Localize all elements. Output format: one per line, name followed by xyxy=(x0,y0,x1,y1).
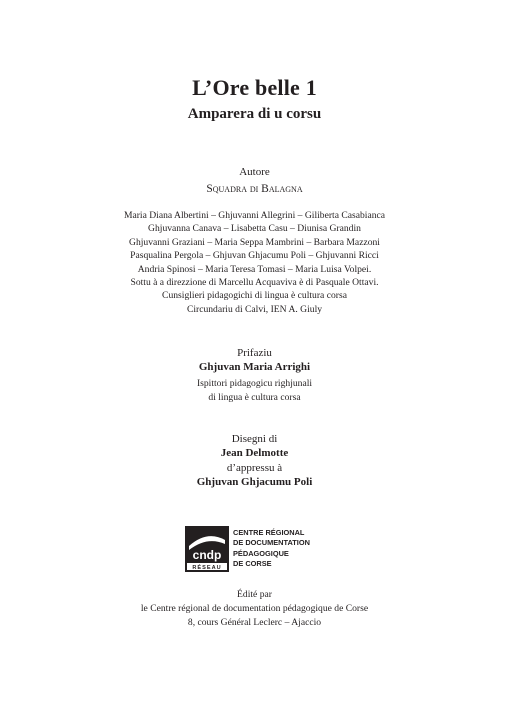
preface-label: Prifaziu xyxy=(237,347,272,359)
crdp-name-line: DE DOCUMENTATION xyxy=(233,538,310,548)
authors-line: Pasqualina Pergola – Ghjuvan Ghjacumu Poli – Ghjuvanni Ricci xyxy=(130,250,379,262)
preface-role-line: di lingua è cultura corsa xyxy=(208,392,301,403)
preface-role-line: Ispittori pidagogicu righjunali xyxy=(196,378,313,389)
drawings-artist: Jean Delmotte xyxy=(220,447,289,459)
crdp-name xyxy=(233,528,310,570)
cndp-mark-icon xyxy=(185,526,229,572)
book-subtitle: Amparera di u corsu xyxy=(187,106,322,122)
drawings-source: Ghjuvan Ghjacumu Poli xyxy=(196,476,313,488)
author-group: Squadra di Balagna xyxy=(206,183,303,195)
edited-by-label: Édité par xyxy=(237,589,272,600)
publisher-name: le Centre régional de documentation pédagogique de Corse xyxy=(140,603,369,614)
crdp-name-line: DE CORSE xyxy=(233,559,272,569)
cndp-logo-icon xyxy=(185,526,229,572)
authors-line: Sottu à a direzzione di Marcellu Acquaviva è di Pasquale Ottavi. xyxy=(130,276,379,288)
crdp-name-line: PÉDAGOGIQUE xyxy=(233,548,289,558)
authors-line: Circundariu di Calvi, IEN A. Giuly xyxy=(186,303,323,315)
book-title: L’Ore belle 1 xyxy=(192,75,317,100)
cndp-network-text: RÉSEAU xyxy=(192,565,222,571)
authors-line: Ghjuvanna Canava – Lisabetta Casu – Diunisa Grandin xyxy=(148,223,361,235)
authors-line: Cunsiglieri pidagogichi di lingua è cultura corsa xyxy=(162,290,347,302)
cndp-mark-text: cndp xyxy=(192,548,222,562)
authors-line: Andria Spinosi – Maria Teresa Tomasi – Maria Luisa Volpei. xyxy=(137,263,372,275)
authors-block xyxy=(0,209,509,316)
authors-line: Ghjuvanni Graziani – Maria Seppa Mambrini – Barbara Mazzoni xyxy=(129,236,380,248)
author-label: Autore xyxy=(239,166,270,178)
crdp-name-line: CENTRE RÉGIONAL xyxy=(233,528,305,537)
publisher-address: 8, cours Général Leclerc – Ajaccio xyxy=(187,617,322,628)
authors-line: Maria Diana Albertini – Ghjuvanni Allegrini – Giliberta Casabianca xyxy=(123,210,386,221)
drawings-after-label: d’appressu à xyxy=(226,462,283,474)
drawings-label: Disegni di xyxy=(231,433,278,445)
cndp-logo xyxy=(185,526,325,576)
preface-author: Ghjuvan Maria Arrighi xyxy=(198,361,311,373)
